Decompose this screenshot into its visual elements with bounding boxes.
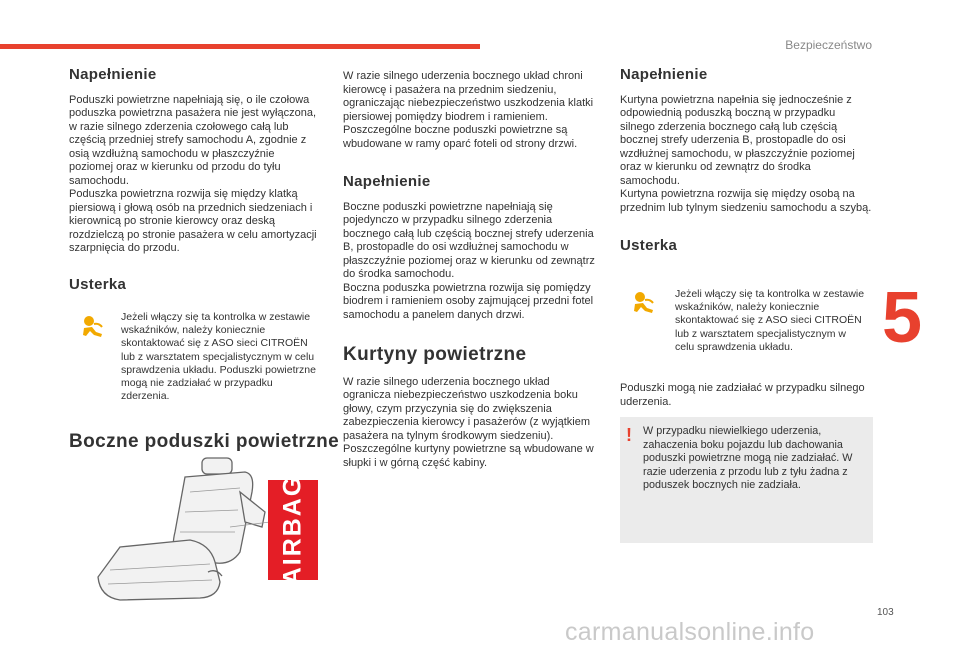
paragraph: Boczne poduszki powietrzne napełniają się pojedynczo w przypadku silnego zderzenia bocznego całą lub częścią bocznej strefy uderzenia B, prostopadle do osi wzdłużnej samochodu w płaszczyźnie poziomej oraz w kierunku od zewnątrz do środka samochodu. [343, 200, 595, 280]
paragraph: Kurtyna powietrzna rozwija się między osobą na przednim lub tylnym siedzeniu samochodu a szybą. [620, 188, 872, 214]
exclamation-icon: ! [626, 425, 632, 445]
paragraph: Boczna poduszka powietrzna rozwija się pomiędzy biodrem i ramieniem osoby zajmującej przedni fotel samochodu a panelem danych drzwi. [343, 281, 594, 321]
paragraph: Poszczególne boczne poduszki powietrzne są wbudowane w ramy oparć foteli od strony drzwi. [343, 124, 578, 150]
heading-inflation: Napełnienie [620, 66, 708, 83]
airbag-warning-light-icon [80, 314, 106, 340]
paragraph: Kurtyna powietrzna napełnia się jednocześnie z odpowiednią poduszką boczną w przypadku silnego zderzenia bocznego całą lub częścią bocznej strefy uderzenia B, prostopadle do osi wzdłużnej samochodu, w płaszczyźnie poziomej oraz w kierunku od zewnątrz do środka samochodu. [620, 93, 855, 187]
warning-text: Jeżeli włączy się ta kontrolka w zestawie wskaźników, należy koniecznie skontaktować się z ASO sieci CITROËN lub z warsztatem specjalistycznym w celu sprawdzenia układu. Poduszki powietrzne mogą nie zadziałać w przypadku zderzenia. [121, 311, 316, 403]
airbag-label-badge [268, 474, 318, 586]
column-3 [620, 68, 872, 253]
paragraph: Poduszka powietrzna rozwija się między klatką piersiową i głową osób na przednich siedzeniach i kierownicą po stronie kierowcy oraz deską rozdzielczą po stronie pasażera w celu amortyzacji szarpnięcia do przodu. [69, 188, 317, 254]
heading-fault: Usterka [69, 275, 127, 293]
paragraph: Poduszki powietrzne napełniają się, o ile czołowa poduszka powietrzna pasażera nie jest wyłączona, w razie silnego zderzenia czołowego całą lub częścią przedniej strefy samochodu A, zgodnie z osią wzdłużną samochodu w płaszczyźnie poziomej oraz w kierunku od przodu do tyłu samochodu. [69, 93, 317, 187]
heading-curtain-airbags: Kurtyny powietrzne [343, 344, 527, 365]
page-number: 103 [877, 607, 894, 618]
seat-illustration [80, 452, 280, 602]
watermark: carmanualsonline.info [565, 618, 815, 646]
heading-inflation: Napełnienie [343, 173, 431, 190]
warning-text: Jeżeli włączy się ta kontrolka w zestawie wskaźników, należy koniecznie skontaktować się z ASO sieci CITROËN lub z warsztatem specjalistycznym w celu sprawdzenia układu. [675, 288, 865, 353]
header-accent-bar [0, 44, 480, 49]
paragraph: W razie silnego uderzenia bocznego układ ogranicza niebezpieczeństwo uszkodzenia boku głowy, czym przyczynia się do zwiększenia zabezpieczenia kierowcy i pasażerów (z wyjątkiem pasażera na tylnym środkowym siedzeniu). [343, 375, 590, 442]
chapter-number: 5 [882, 278, 923, 358]
column-1 [69, 68, 319, 291]
heading-side-airbags: Boczne poduszki powietrzne [69, 431, 340, 452]
caution-note-box [620, 417, 873, 543]
column-2 [343, 70, 600, 470]
airbag-label: AIRBAG [278, 474, 307, 586]
heading-inflation: Napełnienie [69, 66, 157, 83]
paragraph: W razie silnego uderzenia bocznego układ chroni kierowcę i pasażera na przednim siedzeniu, ograniczając niebezpieczeństwo uszkodzenia klatki piersiowej pomiędzy biodrem i ramieniem. [343, 70, 594, 123]
section-title: Bezpieczeństwo [785, 38, 872, 52]
paragraph: Poszczególne kurtyny powietrzne są wbudowane w słupki i w górną część kabiny. [343, 443, 594, 469]
heading-fault: Usterka [620, 237, 678, 254]
paragraph: Poduszki mogą nie zadziałać w przypadku silnego uderzenia. [620, 382, 865, 408]
airbag-warning-light-icon [631, 290, 657, 316]
caution-text: W przypadku niewielkiego uderzenia, zahaczenia boku pojazdu lub dachowania poduszki powietrzne mogą nie zadziałać. W razie uderzenia z przodu lub z tyłu żadna z poduszek bocznych nie zadziała. [643, 425, 853, 491]
